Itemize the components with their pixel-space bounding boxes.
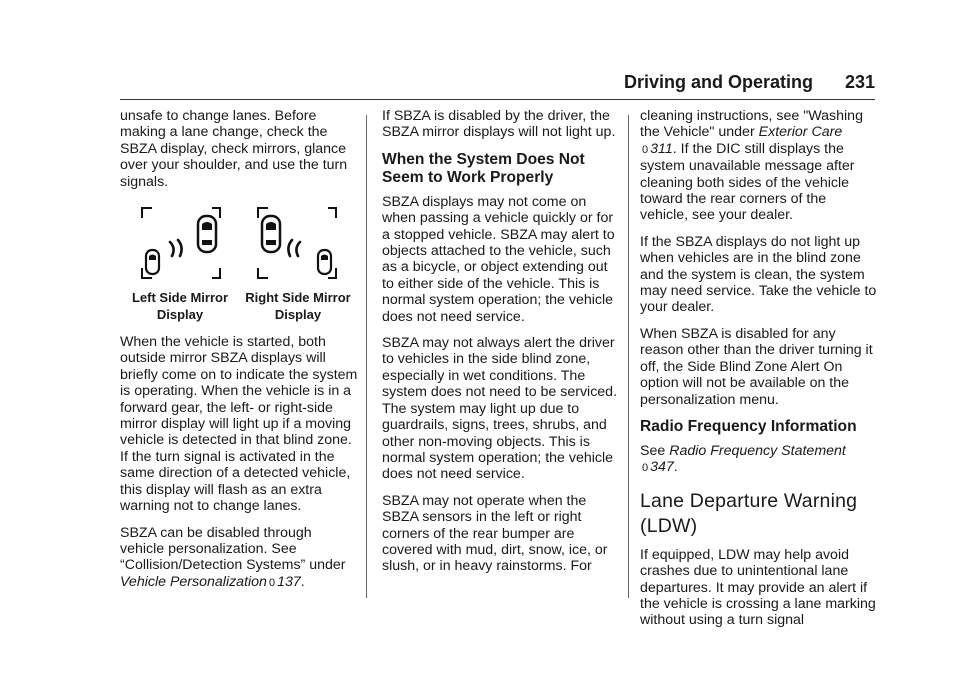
paragraph-text: See [640,442,666,459]
section-heading: Radio Frequency Information [640,417,857,435]
paragraph: SBZA displays may not come on when passing a vehicle quickly or for a stopped vehicle. SBZA may alert to objects attached to the vehicle, such as a bicycle, or object extending out to either side of the vehicle. This is normal system operation; the vehicle does not need service. [382,193,615,325]
column-2 [382,108,620,585]
page-reference-icon: 0 [642,143,649,156]
column-3 [640,108,878,639]
page-reference[interactable]: 347 [650,459,674,476]
paragraph-text: SBZA can be disabled through vehicle personalization. See “Collision/Detection Systems” under [120,524,346,574]
page-reference-icon: 0 [642,462,649,475]
cross-reference-link[interactable]: Exterior Care [758,124,843,141]
paragraph: If the SBZA displays do not light up when vehicles are in the blind zone and the system is clean, the system may need service. Take the vehicle to your dealer. [640,233,877,316]
right-mirror-caption: Right Side Mirror Display [245,290,351,323]
major-heading: Lane Departure Warning (LDW) [640,489,858,537]
paragraph: SBZA may not operate when the SBZA sensors in the left or right corners of the rear bumper are covered with mud, dirt, snow, ice, or slush, or in heavy rainstorms. For [382,492,608,575]
sbza-mirror-illustration [120,200,358,290]
paragraph-text: . If the DIC still displays the system unavailable message after cleaning both sides of the vehicle toward the rear corners of the vehicle, see your dealer. [640,140,855,224]
paragraph [640,108,878,224]
column-divider [628,115,629,598]
left-mirror-caption: Left Side Mirror Display [131,290,229,323]
punctuation: . [300,573,305,590]
column-1 [120,108,358,601]
vehicle-icon [318,250,331,274]
column-divider [366,115,367,598]
cross-reference-link[interactable]: Radio Frequency Statement [669,442,846,459]
paragraph-text: cleaning instructions, see "Washing the Vehicle" under [640,108,863,141]
paragraph: When SBZA is disabled for any reason other than the driver turning it off, the Side Blind Zone Alert On option will not be available on the personalization menu. [640,325,873,408]
section-title: Driving and Operating [623,72,813,92]
paragraph: When the vehicle is started, both outside mirror SBZA displays will briefly come on to indicate the system is operating. When the vehicle is in a forward gear, the left- or right-side mirror display will light up if a moving vehicle is detected in that blind zone. If the turn signal is activated in the same direction of a detected vehicle, this display will flash as an extra warning not to change lanes. [120,334,358,515]
paragraph: If SBZA is disabled by the driver, the SBZA mirror displays will not light up. [382,108,616,141]
cross-reference-link[interactable]: Vehicle Personalization [120,573,267,590]
alert-waves-icon [288,240,300,256]
vehicle-icon [146,250,159,274]
vehicle-icon [198,216,216,252]
paragraph [640,443,878,477]
page-number: 231 [844,72,875,92]
paragraph: If equipped, LDW may help avoid crashes due to unintentional lane departures. It may provide an alert if the vehicle is crossing a lane marking without using a turn signal [640,546,876,629]
paragraph [120,525,358,592]
page-reference[interactable]: 311 [650,140,673,157]
section-heading: When the System Does Not Seem to Work Properly [382,150,585,186]
punctuation: . [673,459,678,476]
paragraph: SBZA may not always alert the driver to vehicles in the side blind zone, especially in wet conditions. The system does not need to be serviced. The system may light up due to guardrails, signs, trees, shrubs, and other non-moving objects. This is normal system operation; the vehicle does not need service. [382,335,618,483]
vehicle-icon [262,216,280,252]
page-reference[interactable]: 137 [277,573,301,590]
page-reference-icon: 0 [268,576,276,589]
page-header [120,72,875,98]
sbza-mirror-figure [120,200,358,328]
alert-waves-icon [170,240,182,256]
header-rule [120,99,875,100]
paragraph: unsafe to change lanes. Before making a lane change, check the SBZA display, check mirrors, glance over your shoulder, and use the turn signals. [120,108,348,190]
